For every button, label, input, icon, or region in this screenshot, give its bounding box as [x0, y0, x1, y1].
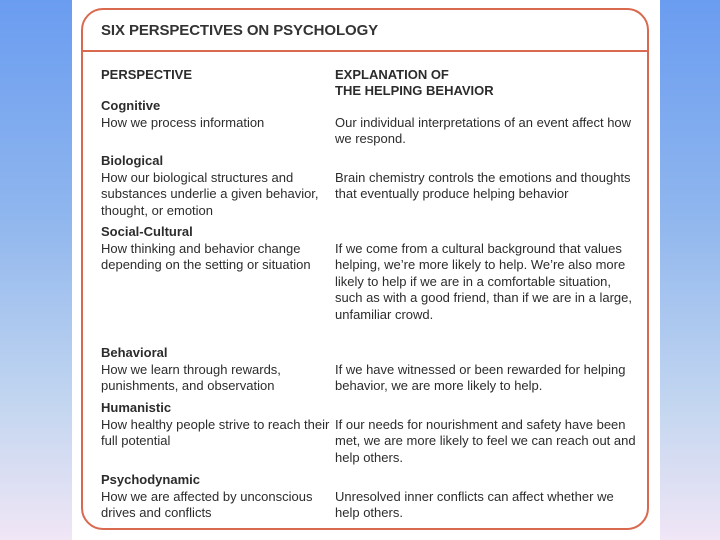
perspective-description: How we learn through rewards, punishments, and observation: [101, 361, 281, 393]
perspective-name: Biological: [101, 153, 164, 168]
column-header-explanation: [335, 67, 635, 99]
perspective-name: Social-Cultural: [101, 224, 193, 239]
row-biological-perspective: [101, 153, 331, 219]
perspective-description: How we are affected by unconscious drives and conflicts: [101, 488, 313, 520]
perspective-name: Cognitive: [101, 98, 161, 113]
slide-page: [72, 0, 660, 540]
row-biological-explanation: Brain chemistry controls the emotions and thoughts that eventually produce helping behavior: [335, 169, 631, 201]
row-cognitive-explanation: Our individual interpretations of an event affect how we respond.: [335, 114, 632, 146]
row-psychodynamic-perspective: [101, 472, 331, 522]
row-humanistic-explanation: If our needs for nourishment and safety have been met, we are more likely to feel we can reach out and help others.: [335, 416, 636, 465]
row-social-cultural-perspective: [101, 224, 331, 274]
column-header-explanation-line2: THE HELPING BEHAVIOR: [335, 83, 494, 98]
perspective-description: How thinking and behavior change depending on the setting or situation: [101, 240, 311, 272]
row-behavioral-perspective: [101, 345, 331, 395]
title-divider: [83, 50, 647, 52]
perspective-description: How healthy people strive to reach their full potential: [101, 416, 330, 448]
row-psychodynamic-explanation: Unresolved inner conflicts can affect whether we help others.: [335, 488, 614, 520]
table-frame: [81, 8, 649, 530]
row-cognitive-perspective: [101, 98, 331, 131]
perspective-name: Humanistic: [101, 400, 172, 415]
row-behavioral-explanation: If we have witnessed or been rewarded for helping behavior, we are more likely to help.: [335, 361, 626, 393]
perspective-name: Behavioral: [101, 345, 168, 360]
row-social-cultural-explanation: If we come from a cultural background that values helping, we’re more likely to help. We’re also more likely to help if we are in a comfortable situation, such as with a good friend, than if we are in a large, unfamiliar crowd.: [335, 240, 633, 322]
perspective-description: How we process information: [101, 114, 265, 130]
table-title: SIX PERSPECTIVES ON PSYCHOLOGY: [101, 22, 379, 39]
perspective-description: How our biological structures and substances underlie a given behavior, thought, or emotion: [101, 169, 319, 218]
perspective-name: Psychodynamic: [101, 472, 200, 487]
column-header-explanation-line1: EXPLANATION OF: [335, 67, 449, 82]
row-humanistic-perspective: [101, 400, 331, 450]
column-header-perspective: PERSPECTIVE: [101, 67, 193, 82]
